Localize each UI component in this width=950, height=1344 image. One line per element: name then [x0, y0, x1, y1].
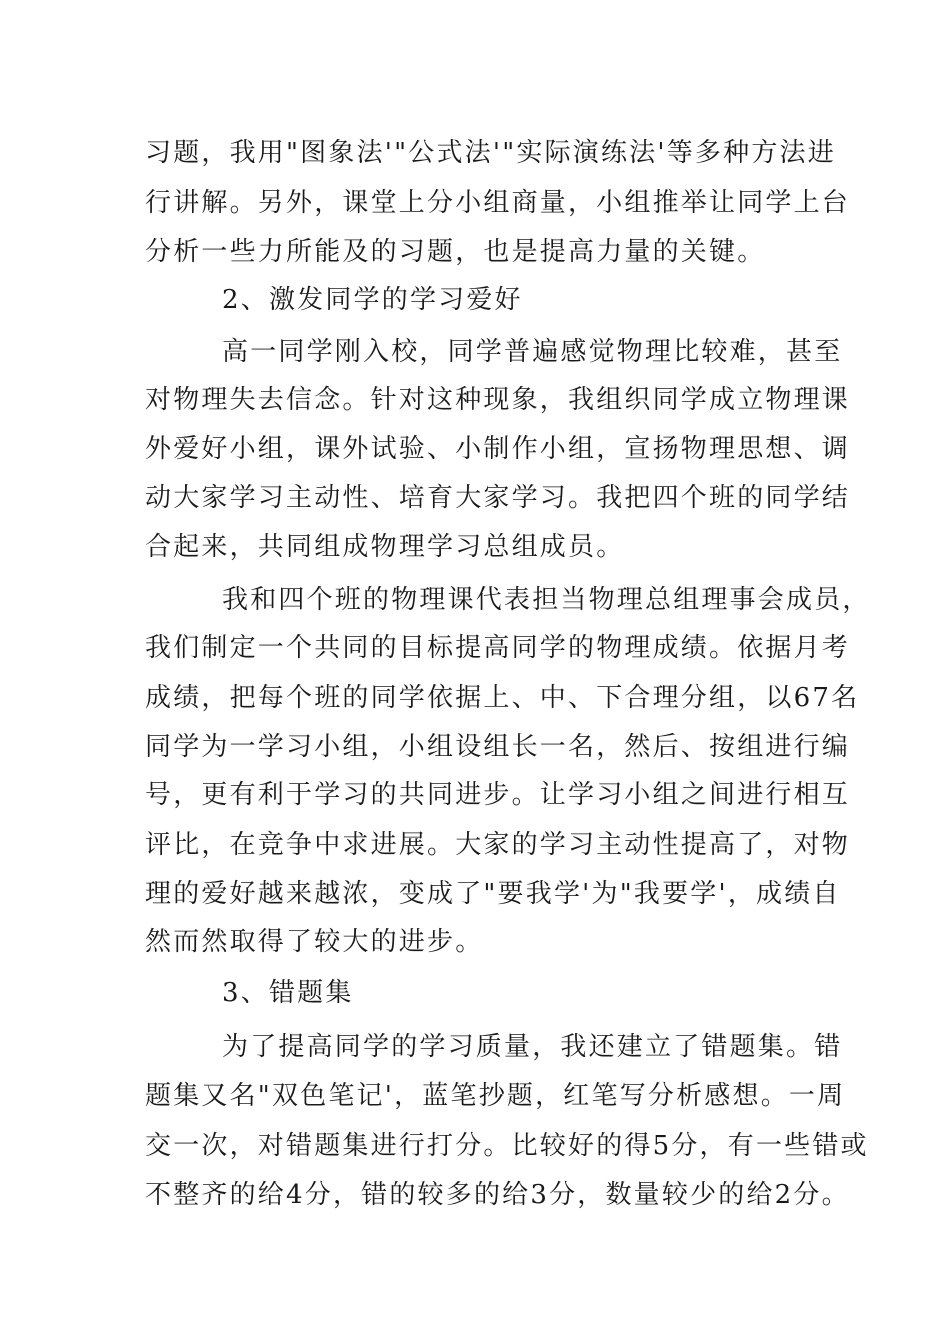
text-line: 成绩，把每个班的同学依据上、中、下合理分组，以67名: [145, 683, 860, 713]
paragraph-first-line: 高一同学刚入校，同学普遍感觉物理比较难，甚至: [222, 337, 843, 367]
text-line: 不整齐的给4分，错的较多的给3分，数量较少的给2分。: [145, 1180, 850, 1210]
text-line: 然而然取得了较大的进步。: [145, 927, 484, 957]
text-line: 题集又名"双色笔记'，蓝笔抄题，红笔写分析感想。一周: [145, 1081, 846, 1111]
paragraph-first-line: 为了提高同学的学习质量，我还建立了错题集。错: [222, 1032, 843, 1062]
text-line: 行讲解。另外，课堂上分小组商量，小组推举让同学上台: [145, 188, 851, 218]
text-line: 同学为一学习小组，小组设组长一名，然后、按组进行编: [145, 732, 851, 762]
text-line: 号，更有利于学习的共同进步。让学习小组之间进行相互: [145, 780, 851, 810]
text-line: 动大家学习主动性、培育大家学习。我把四个班的同学结: [145, 483, 851, 513]
text-line: 对物理失去信念。针对这种现象，我组织同学成立物理课: [145, 385, 851, 415]
section-heading: 3、错题集: [222, 978, 354, 1008]
text-line: 外爱好小组，课外试验、小制作小组，宣扬物理思想、调: [145, 434, 851, 464]
text-line: 评比，在竞争中求进展。大家的学习主动性提高了，对物: [145, 830, 851, 860]
text-line: 交一次，对错题集进行打分。比较好的得5分，有一些错或: [145, 1131, 869, 1161]
text-line: 分析一些力所能及的习题，也是提高力量的关键。: [145, 237, 766, 267]
text-line: 习题，我用"图象法'"公式法'"实际演练法'等多种方法进: [145, 138, 836, 168]
text-line: 理的爱好越来越浓，变成了"要我学'为"我要学'，成绩自: [145, 879, 841, 909]
text-line: 我们制定一个共同的目标提高同学的物理成绩。依据月考: [145, 633, 851, 663]
section-heading: 2、激发同学的学习爱好: [222, 285, 523, 315]
paragraph-first-line: 我和四个班的物理课代表担当物理总组理事会成员，: [222, 585, 871, 615]
text-line: 合起来，共同组成物理学习总组成员。: [145, 532, 625, 562]
